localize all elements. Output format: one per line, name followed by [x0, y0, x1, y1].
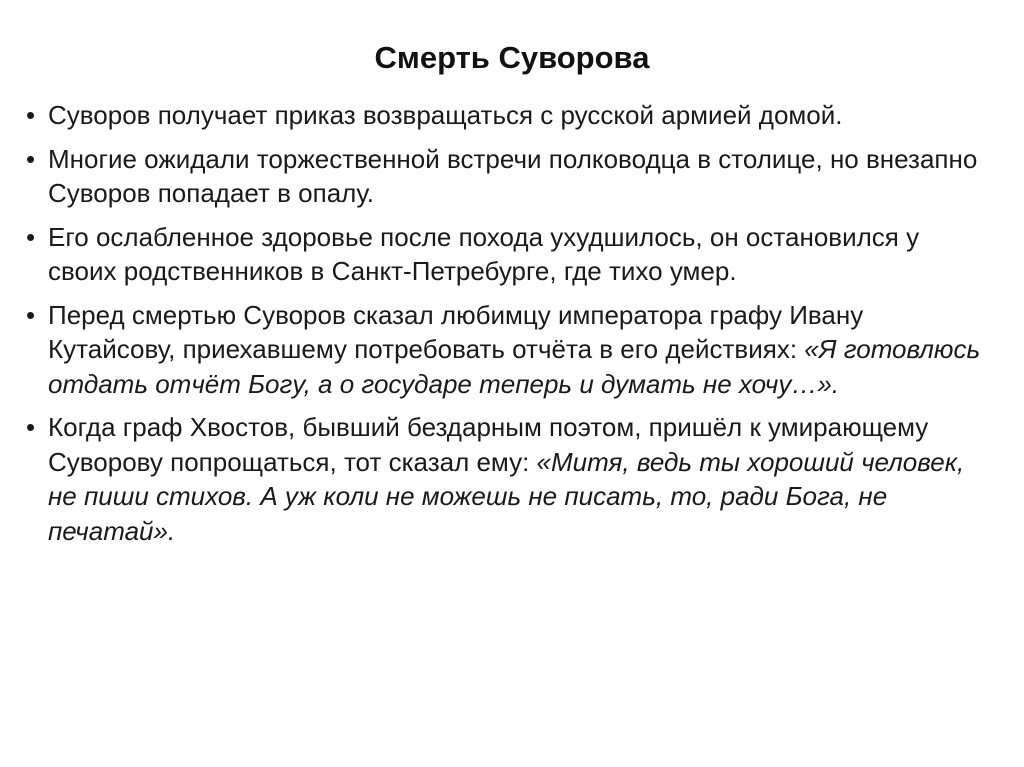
bullet-text: Суворов получает приказ возвращаться с русской армией домой. — [48, 100, 843, 130]
bullet-text: Когда граф Хвостов, бывший бездарным поэтом, пришёл к умирающему Суворову попрощаться, тот сказал ему: — [48, 412, 929, 477]
bullet-marker: • — [26, 299, 36, 330]
bullet-marker: • — [26, 143, 36, 174]
bullet-item — [26, 298, 986, 402]
bullet-list — [26, 98, 986, 557]
bullet-marker: • — [26, 100, 36, 130]
bullet-text: Перед смертью Суворов сказал любимцу императора графу Ивану Кутайсову, приехавшему потребовать отчёта в его действиях: — [48, 299, 864, 364]
slide-title: Смерть Суворова — [374, 40, 650, 75]
bullet-quote: «Митя, ведь ты хороший человек, не пиши стихов. А уж коли не можешь не писать, то, ради Бога, не печатай». — [48, 446, 965, 546]
bullet-quote: «Я готовлюсь отдать отчёт Богу, а о государе теперь и думать не хочу…». — [48, 334, 981, 399]
bullet-text: Многие ожидали торжественной встречи полководца в столице, но внезапно Суворов попадает в опалу. — [48, 143, 978, 208]
bullet-item — [26, 410, 986, 548]
bullet-marker: • — [26, 221, 36, 252]
bullet-marker: • — [26, 412, 36, 442]
bullet-item — [26, 220, 986, 289]
bullet-item — [26, 98, 986, 133]
bullet-text: Его ослабленное здоровье после похода ухудшилось, он остановился у своих родственников в Санкт-Петребурге, где тихо умер. — [48, 221, 920, 286]
bullet-item — [26, 142, 986, 211]
